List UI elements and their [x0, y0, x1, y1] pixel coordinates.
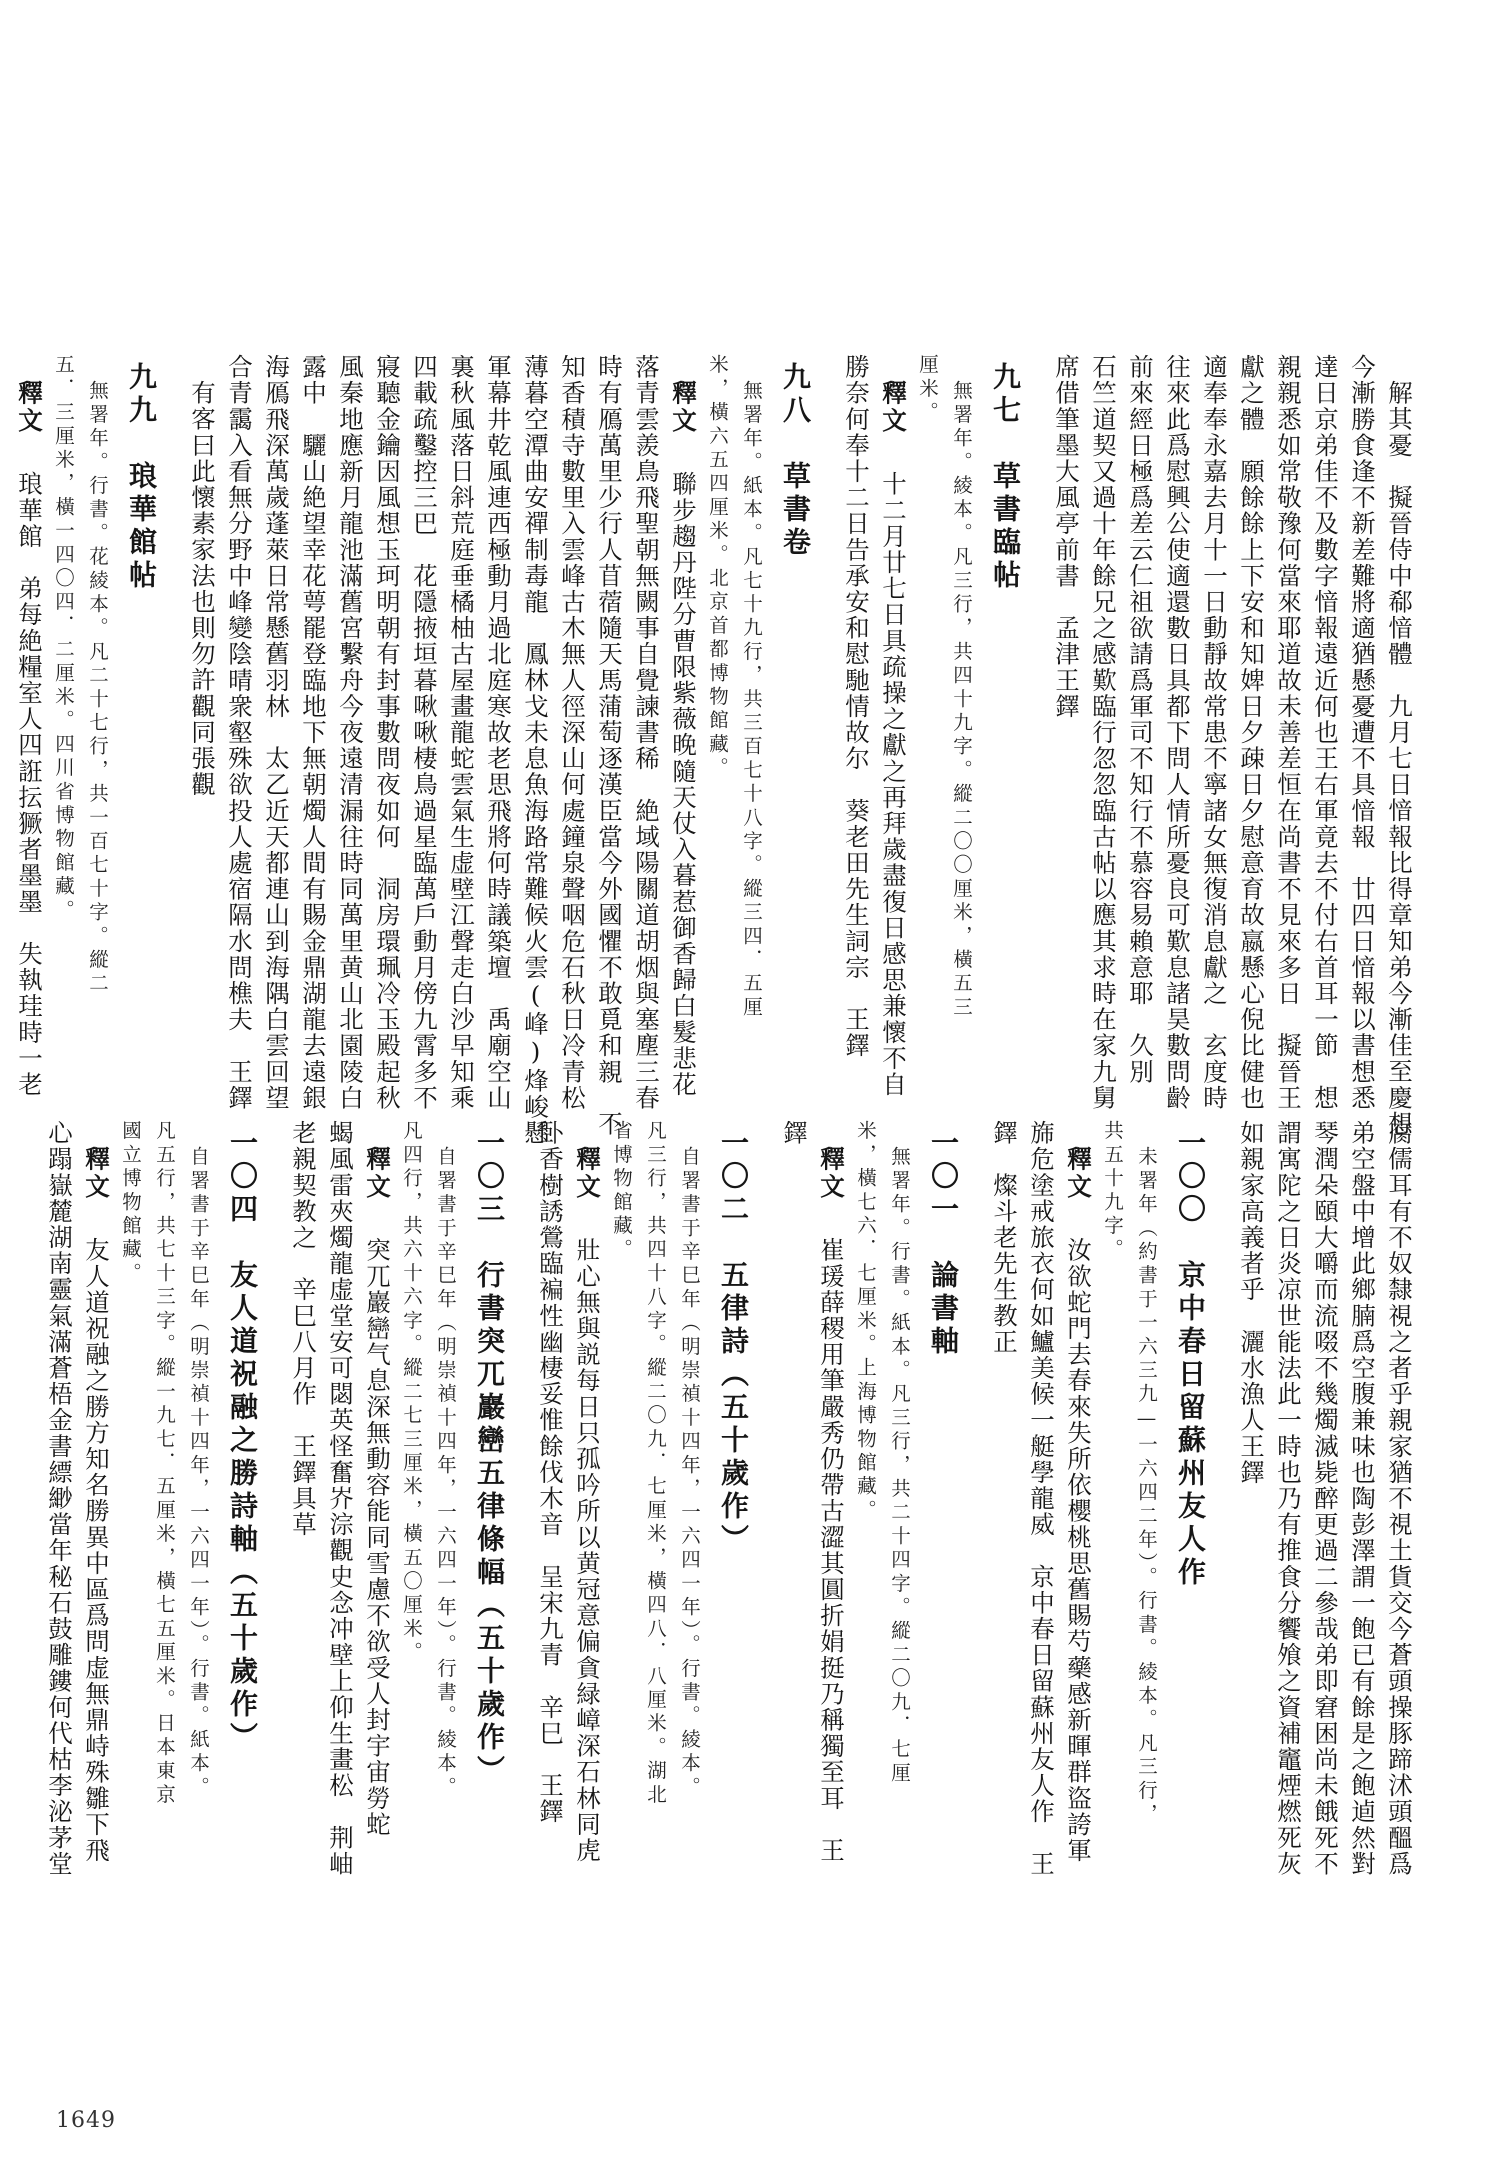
spec-column: 凡四行，共六十六字。縱二七三厘米，橫五〇厘米。 [400, 1120, 423, 1666]
text-run: 壯心無與説每日只孤吟所以黄冠意偏貪緑嶂深石林同虎 [573, 1237, 602, 1864]
text-column: 露中 驪山絶望幸花萼罷登臨地下無朝燭人間有賜金鼎湖龍去遠銀 [299, 354, 328, 1111]
entry-title [122, 354, 160, 593]
entry-103 [283, 1120, 508, 1877]
text-column [666, 354, 700, 1098]
text-column: 四載疏鑿控三巴 花隱掖垣暮啾啾棲鳥過星臨萬戶動月傍九霄多不 [410, 354, 439, 1111]
spec-column: 自署書于辛巳年（明崇禎十四年，一六四一年）。行書。紙本。 [187, 1146, 210, 1800]
entry-99 [9, 354, 160, 1098]
text-column: 軍幕井乾風連西極動月過北庭寒故老思飛將何時議築壇 禹廟空山 [484, 354, 513, 1111]
shiwen-label: 釋文 [82, 1146, 111, 1201]
text-run: 十二月廿七日具疏操之獻之再拜歲盡復日感思兼懷不自 [879, 471, 908, 1098]
text-column [814, 1120, 848, 1864]
text-column: 卧香樹誘鶯臨褊性幽棲妥惟餘伐木音 呈宋九青 辛巳 王鐸 [536, 1120, 565, 1825]
entry-number: 一〇四 [226, 1128, 259, 1227]
entry-96-continuation [1046, 354, 1416, 1137]
text-column: 適奉奉永嘉去月十一日動靜故常患不寧諸女無復消息獻之 玄度時 [1200, 354, 1229, 1111]
text-column: 席借筆墨大風亭前書 孟津王鐸 [1052, 354, 1081, 720]
text-column: 獻之體 願餘餘上下安和知婢日夕疎日夕慰意育故嬴懸心倪比健也 [1237, 354, 1266, 1111]
text-column [1061, 1120, 1095, 1864]
entry-title-text: 行書突兀巖巒五律條幅（五十歲作） [473, 1260, 506, 1788]
entry-100 [984, 1120, 1209, 1877]
text-column: 寢聽金鑰因風想玉珂明朝有封事數問夜如何 洞房環珮冷玉殿起秋 [373, 354, 402, 1111]
shiwen-label: 釋文 [573, 1146, 602, 1201]
page-number: 1649 [56, 2108, 116, 2133]
text-column: 海鴈飛深萬歲蓬萊日常懸舊羽林 太乙近天都連山到海隅白雲回望 [262, 354, 291, 1111]
text-column: 鐸 [780, 1120, 809, 1147]
entry-title [776, 354, 814, 560]
entry-97 [836, 354, 1024, 1098]
shiwen-label: 釋文 [669, 380, 698, 435]
entry-number: 一〇〇 [1174, 1128, 1207, 1227]
upper-text-block [15, 354, 1416, 1146]
spec-column: 無署年。綾本。凡三行，共四十九字。縱二〇〇厘米，橫五三 [950, 380, 973, 1020]
spec-column: 未署年（約書于一六三九—一六四二年）。行書。綾本。凡三行， [1135, 1146, 1158, 1828]
text-column: 老親契教之 辛巳八月作 王鐸具草 [289, 1120, 318, 1538]
text-column: 今漸勝食逢不新差難將適猶懸憂遭不具愔報 廿四日愔報以書想悉 [1348, 354, 1377, 1111]
text-column: 如親家高義者乎 灑水漁人王鐸 [1237, 1120, 1266, 1486]
text-column: 石竺道契又過十年餘兄之感歎臨行忽忽臨古帖以應其求時在家九舅 [1089, 354, 1118, 1111]
text-column: 旆危塗戒旅衣何如鱸美候一艇學龍威 京中春日留蘇州友人作 王 [1027, 1120, 1056, 1877]
text-column: 合青靄入看無分野中峰變陰晴衆壑殊欲投人處宿隔水問樵夫 王鐸 [225, 354, 254, 1111]
entry-title-text: 論書軸 [927, 1260, 960, 1359]
entry-number: 九八 [779, 362, 812, 428]
entry-title-text: 草書臨帖 [989, 461, 1022, 593]
text-run: 琅華館 弟每絶糧室人四誑抎獗者墨墨 失執珪時一老 [15, 471, 44, 1098]
text-run: 汝欲蛇門去春來失所依櫻桃思舊賜芍藥感新暉群盜誇軍 [1064, 1237, 1093, 1864]
text-column: 弟空盤中增此鄉腩爲空腹兼味也陶彭澤謂一飽已有餘是之飽逌然對 [1348, 1120, 1377, 1877]
text-column: 達日京弟佳不及數字愔報遠近何也王右軍竟去不付右首耳一節 想 [1311, 354, 1340, 1111]
entry-title [924, 1120, 962, 1359]
spec-column: 米，橫六五四厘米。北京首都博物館藏。 [706, 354, 729, 781]
text-column: 解其憂 擬晉侍中郗愔體 九月七日愔報比得章知弟今漸佳至慶想 [1385, 380, 1414, 1137]
entry-number: 一〇一 [927, 1128, 960, 1227]
entry-number: 一〇三 [473, 1128, 506, 1227]
spec-column: 無署年。紙本。凡七十九行，共三百七十八字。縱三四．五厘 [740, 380, 763, 1020]
spec-column: 共五十九字。 [1101, 1120, 1124, 1263]
text-column: 勝奈何奉十二日告承安和慰馳情故尔 葵老田先生詞宗 王鐸 [842, 354, 871, 1059]
entry-title [1171, 1120, 1209, 1590]
text-column: 時有鴈萬里少行人苜蓿隨天馬蒲萄逐漢臣當今外國懼不敢覓和親 不 [595, 354, 624, 1137]
entry-title [986, 354, 1024, 593]
text-run: 突兀巖巒气息深無動容能同雪慮不欲受人封宇宙勞蛇 [363, 1237, 392, 1838]
entry-title-text: 草書卷 [779, 461, 812, 560]
text-column: 親親悉如常敬豫何當來耶道故未善差恒在尚書不見來多日 擬晉王 [1274, 354, 1303, 1111]
spec-column: 五．三厘米，橫一四〇四．二厘米。四川省博物館藏。 [52, 354, 75, 923]
entry-title-text: 琅華館帖 [125, 461, 158, 593]
entry-102 [530, 1120, 752, 1864]
entry-title-text: 五律詩（五十歲作） [717, 1260, 750, 1557]
entry-99-continuation [1231, 1120, 1416, 1877]
spec-column: 凡五行，共七十三字。縱一九七．五厘米，橫七五厘米。日本東京 [153, 1120, 176, 1808]
text-column [570, 1120, 604, 1864]
text-column: 心蹋嶽麓湖南靈氣滿蒼梧金書縹緲當年秘石鼓雕鏤何代枯李泌茅堂 [45, 1120, 74, 1877]
shiwen-label: 釋文 [1064, 1146, 1093, 1201]
text-column: 往來此爲慰興公使適還數日具都下問人情所憂良可歎息諸昊數問齡 [1163, 354, 1192, 1111]
spec-column: 國立博物館藏。 [119, 1120, 142, 1286]
lower-text-block [45, 1120, 1416, 1877]
text-run: 友人道祝融之勝方知名勝異中區爲問虚無鼎峙殊雛下飛 [82, 1237, 111, 1864]
text-column: 鐸 燦斗老先生教正 [990, 1120, 1019, 1355]
spec-column: 自署書于辛巳年（明崇禎十四年，一六四一年）。行書。綾本。 [678, 1146, 701, 1800]
entry-title-text: 京中春日留蘇州友人作 [1174, 1260, 1207, 1590]
text-column: 腐儒耳有不奴隸視之者乎親家猶不視土貨交今蒼頭操豚蹄沭頭醞爲 [1385, 1120, 1414, 1877]
spec-column: 無署年。行書。紙本。凡三行，共二十四字。縱二〇九．七厘 [888, 1146, 911, 1786]
text-column: 謂寓陀之日炎凉世能法此一時也乃有推食分饗飧之資補竈煙燃死灰 [1274, 1120, 1303, 1877]
text-column [12, 354, 46, 1098]
entry-number: 九九 [125, 362, 158, 428]
shiwen-label: 釋文 [817, 1146, 846, 1201]
spec-column: 無署年。行書。花綾本。凡二十七行，共一百七十字。縱二 [86, 380, 109, 997]
text-column: 琴潤朵頤大嚼而流啜不幾燭滅毙醉更過二參哉弟即窘困尚未餓死不 [1311, 1120, 1340, 1877]
shiwen-label: 釋文 [879, 380, 908, 435]
shiwen-label: 釋文 [15, 380, 44, 435]
entry-101 [774, 1120, 962, 1864]
shiwen-label: 釋文 [363, 1146, 392, 1201]
entry-title-text: 友人道祝融之勝詩軸（五十歲作） [226, 1260, 259, 1755]
spec-column: 厘米。 [916, 354, 939, 426]
text-column: 落青雲羨鳥飛聖朝無闕事自覺諫書稀 絶域陽關道胡烟與塞塵三春 [632, 354, 661, 1111]
entry-104 [39, 1120, 261, 1877]
text-column: 裏秋風落日斜荒庭垂橘柚古屋畫龍蛇雲氣生虚壁江聲走白沙早知乘 [447, 354, 476, 1111]
text-column: 風秦地應新月龍池滿舊宮繫舟今夜遠清漏往時同萬里黄山北園陵白 [336, 354, 365, 1111]
text-column: 前來經日極爲差云仁祖欲請爲軍司不知行不慕容易賴意耶 久別 [1126, 354, 1155, 1085]
entry-title [470, 1120, 508, 1788]
spec-column: 自署書于辛巳年（明崇禎十四年，一六四一年）。行書。綾本。 [434, 1146, 457, 1800]
text-column [876, 354, 910, 1098]
text-column [360, 1120, 394, 1837]
spec-column: 米，橫七六．七厘米。上海博物館藏。 [854, 1120, 877, 1523]
entry-98 [182, 354, 814, 1146]
text-column [79, 1120, 113, 1864]
entry-number: 一〇二 [717, 1128, 750, 1227]
spec-column: 省博物館藏。 [610, 1120, 633, 1263]
text-run: 崔瑗薛稷用筆嚴秀仍帶古澀其圓折娟挺乃稱獨至耳 王 [817, 1237, 846, 1864]
text-column: 有客曰此懷素家法也則勿許觀同張觀 [188, 380, 217, 798]
text-column: 薄暮空潭曲安禪制毒龍 鳳林戈未息魚海路常難候火雲(峰)烽峻懸 [521, 354, 550, 1146]
entry-number: 九七 [989, 362, 1022, 428]
entry-title [714, 1120, 752, 1557]
text-column: 蝎風雷夾燭龍虚堂安可閟英怪奮岕淙觀史念冲壁上仰生畫松 荆岫 [326, 1120, 355, 1877]
text-run: 聯步趨丹陛分曹限紫薇晚隨天仗入暮惹御香歸白髮悲花 [669, 471, 698, 1098]
entry-title [223, 1120, 261, 1755]
text-column: 知香積寺數里入雲峰古木無人徑深山何處鐘泉聲咽危石秋日冷青松 [558, 354, 587, 1111]
spec-column: 凡三行，共四十八字。縱二〇九．七厘米，橫四八．八厘米。湖北 [644, 1120, 667, 1808]
